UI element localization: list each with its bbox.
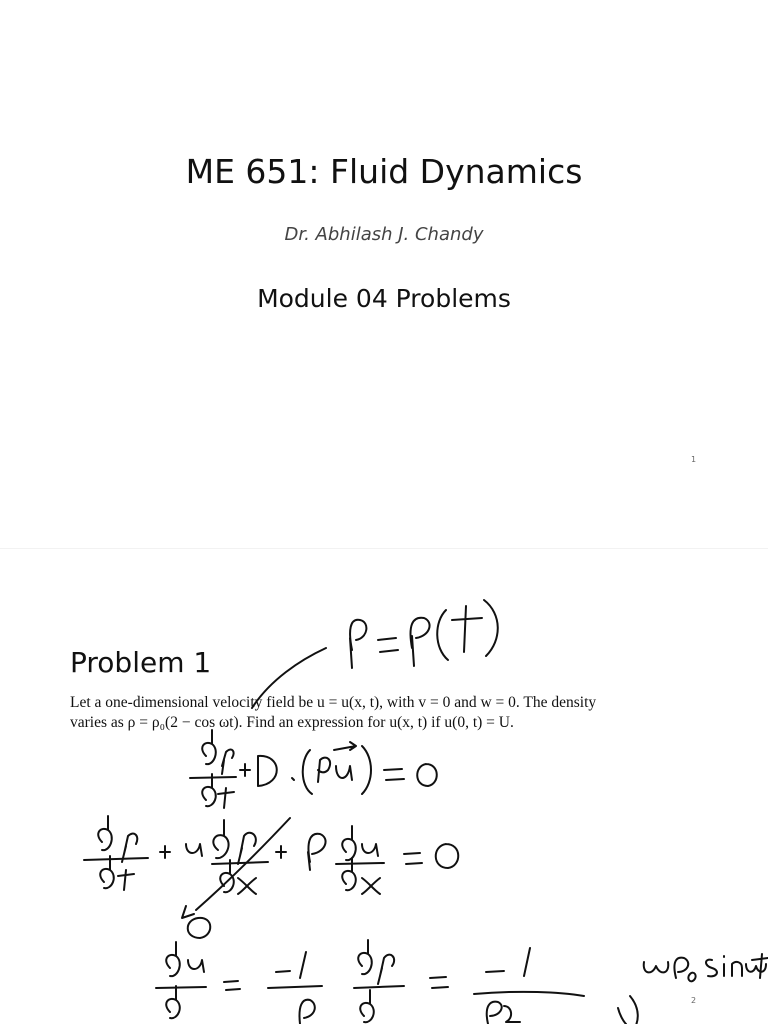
- handwriting-solve-eq: [156, 940, 638, 1024]
- slide-problem-1: [0, 560, 768, 1024]
- page-number: 2: [691, 996, 697, 1005]
- module-subtitle: Module 04 Problems: [257, 284, 511, 313]
- handwriting-continuity-eq: [190, 730, 437, 808]
- problem-line: varies as ρ = ρ₀(2 − cos ωt). Find an expression for u(x, t) if u(0, t) = U.: [70, 714, 514, 731]
- problem-heading: Problem 1: [70, 646, 212, 679]
- page-title: ME 651: Fluid Dynamics: [185, 152, 583, 191]
- handwriting-margin-note: [644, 954, 768, 981]
- problem-line: Let a one-dimensional velocity field be u = u(x, t), with v = 0 and w = 0. The density: [70, 694, 597, 711]
- slide-divider: [0, 548, 768, 549]
- handwritten-annotations: [0, 560, 768, 1024]
- handwriting-density-note: [252, 600, 498, 708]
- author-name: Dr. Abhilash J. Chandy: [284, 224, 484, 245]
- handwriting-expanded-eq: [84, 816, 458, 910]
- page-number: 1: [691, 455, 697, 464]
